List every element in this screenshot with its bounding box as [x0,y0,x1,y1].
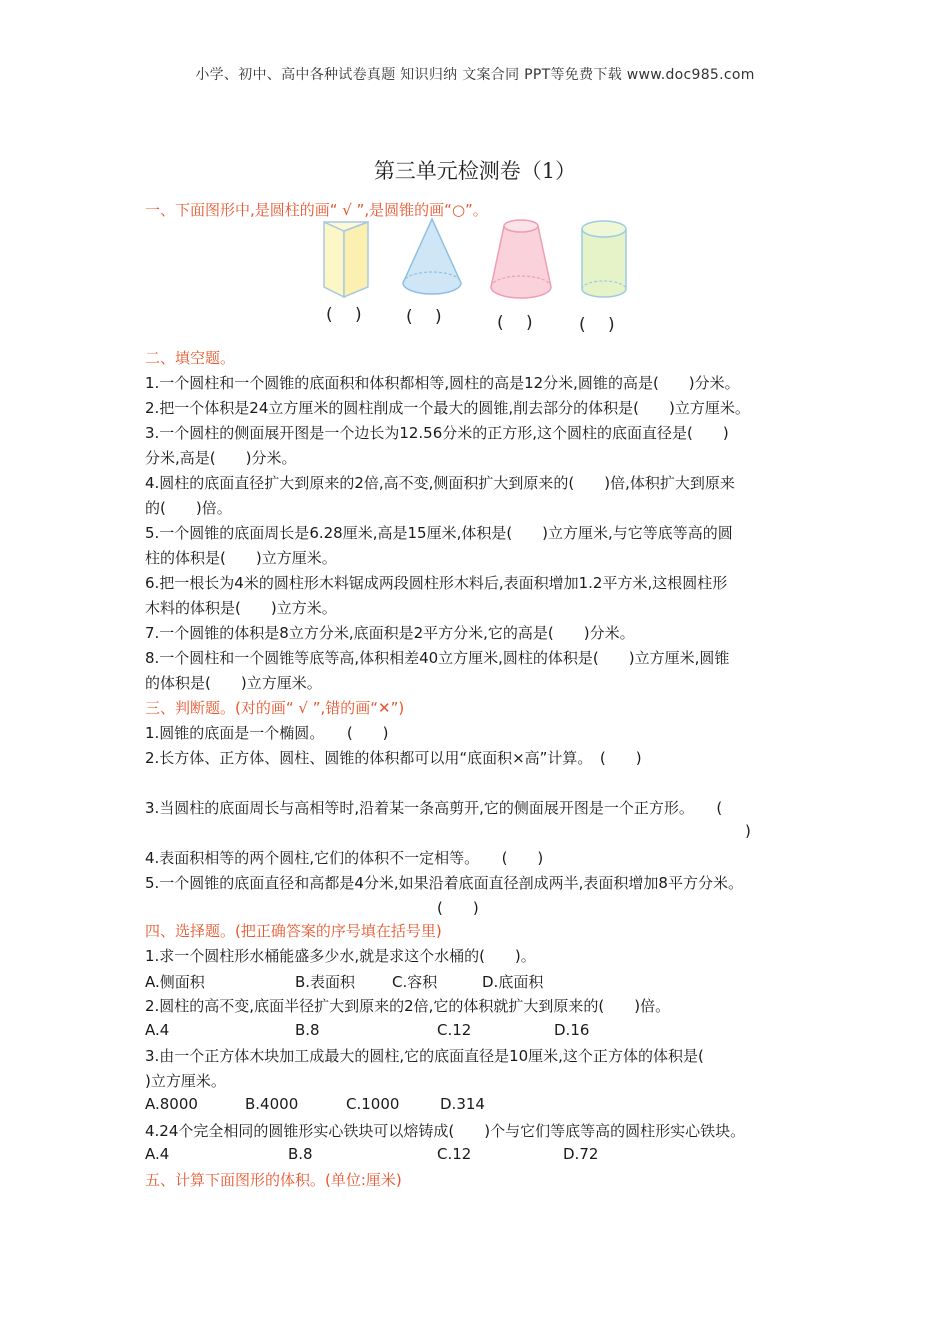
triangular-prism-icon [322,219,372,299]
choice-option: D.底面积 [482,973,544,991]
fill-line: 的( )倍。 [145,499,232,517]
fill-line: 6.把一根长为4米的圆柱形木料锯成两段圆柱形木料后,表面积增加1.2平方米,这根圆柱形 [145,574,728,592]
choice-option: A.4 [145,1021,170,1039]
section2-heading: 二、填空题。 [145,349,236,367]
fill-line: 2.把一个体积是24立方厘米的圆柱削成一个最大的圆锥,削去部分的体积是( )立方厘米。 [145,399,750,417]
judge-line: ( ) [437,899,479,917]
fill-line: 分米,高是( )分米。 [145,449,297,467]
judge-line: ) [745,822,751,840]
shape-figures [310,213,650,308]
fill-line: 木料的体积是( )立方米。 [145,599,337,617]
choice-question: 1.求一个圆柱形水桶能盛多少水,就是求这个水桶的( )。 [145,947,536,965]
choice-option: C.12 [437,1021,472,1039]
fill-line: 柱的体积是( )立方厘米。 [145,549,337,567]
cone-icon [400,217,464,299]
section4-heading: 四、选择题。(把正确答案的序号填在括号里) [145,922,442,940]
choice-option: A.4 [145,1145,170,1163]
choice-option: B.8 [295,1021,320,1039]
choice-question: )立方厘米。 [145,1072,226,1090]
page-header: 小学、初中、高中各种试卷真题 知识归纳 文案合同 PPT等免费下载 www.doc985.com [195,67,755,83]
fill-line: 8.一个圆柱和一个圆锥等底等高,体积相差40立方厘米,圆柱的体积是( )立方厘米,圆锥 [145,649,730,667]
frustum-icon [488,217,554,301]
choice-option: C.12 [437,1145,472,1163]
judge-line: 2.长方体、正方体、圆柱、圆锥的体积都可以用“底面积×高”计算。 ( ) [145,749,642,767]
fill-line: 1.一个圆柱和一个圆锥的底面积和体积都相等,圆柱的高是12分米,圆锥的高是( )分米。 [145,374,740,392]
judge-line: 1.圆锥的底面是一个椭圆。 ( ) [145,724,389,742]
section5-heading: 五、计算下面图形的体积。(单位:厘米) [145,1171,402,1189]
answer-blank-prism[interactable]: ( ) [326,305,362,325]
choice-option: D.72 [563,1145,599,1163]
judge-line: 5.一个圆锥的底面直径和高都是4分米,如果沿着底面直径剖成两半,表面积增加8平方分米。 [145,874,743,892]
choice-option: A.8000 [145,1095,198,1113]
page-title: 第三单元检测卷（1） [373,159,577,183]
choice-option: B.4000 [245,1095,299,1113]
judge-line: 4.表面积相等的两个圆柱,它们的体积不一定相等。 ( ) [145,849,544,867]
answer-blank-cone[interactable]: ( ) [406,307,442,327]
choice-option: B.表面积 [295,973,356,991]
choice-option: D.16 [554,1021,590,1039]
choice-option: C.1000 [346,1095,400,1113]
fill-line: 的体积是( )立方厘米。 [145,674,322,692]
cylinder-icon [578,219,630,301]
choice-question: 2.圆柱的高不变,底面半径扩大到原来的2倍,它的体积就扩大到原来的( )倍。 [145,997,671,1015]
fill-line: 3.一个圆柱的侧面展开图是一个边长为12.56分米的正方形,这个圆柱的底面直径是( ) [145,424,729,442]
choice-option: C.容积 [392,973,438,991]
section1-heading: 一、下面图形中,是圆柱的画“ √ ”,是圆锥的画“○”。 [145,201,488,219]
judge-line: 3.当圆柱的底面周长与高相等时,沿着某一条高剪开,它的侧面展开图是一个正方形。 ( [145,799,723,817]
choice-question: 3.由一个正方体木块加工成最大的圆柱,它的底面直径是10厘米,这个正方体的体积是( [145,1047,704,1065]
choice-option: D.314 [440,1095,485,1113]
answer-blank-frustum[interactable]: ( ) [497,313,533,333]
fill-line: 7.一个圆锥的体积是8立方分米,底面积是2平方分米,它的高是( )分米。 [145,624,635,642]
fill-line: 4.圆柱的底面直径扩大到原来的2倍,高不变,侧面积扩大到原来的( )倍,体积扩大到原来 [145,474,735,492]
choice-option: A.侧面积 [145,973,205,991]
section3-heading: 三、判断题。(对的画“ √ ”,错的画“✕”) [145,699,405,717]
fill-line: 5.一个圆锥的底面周长是6.28厘米,高是15厘米,体积是( )立方厘米,与它等底等高的圆 [145,524,733,542]
choice-option: B.8 [288,1145,313,1163]
choice-question: 4.24个完全相同的圆锥形实心铁块可以熔铸成( )个与它们等底等高的圆柱形实心铁块。 [145,1122,746,1140]
answer-blank-cylinder[interactable]: ( ) [579,315,615,335]
